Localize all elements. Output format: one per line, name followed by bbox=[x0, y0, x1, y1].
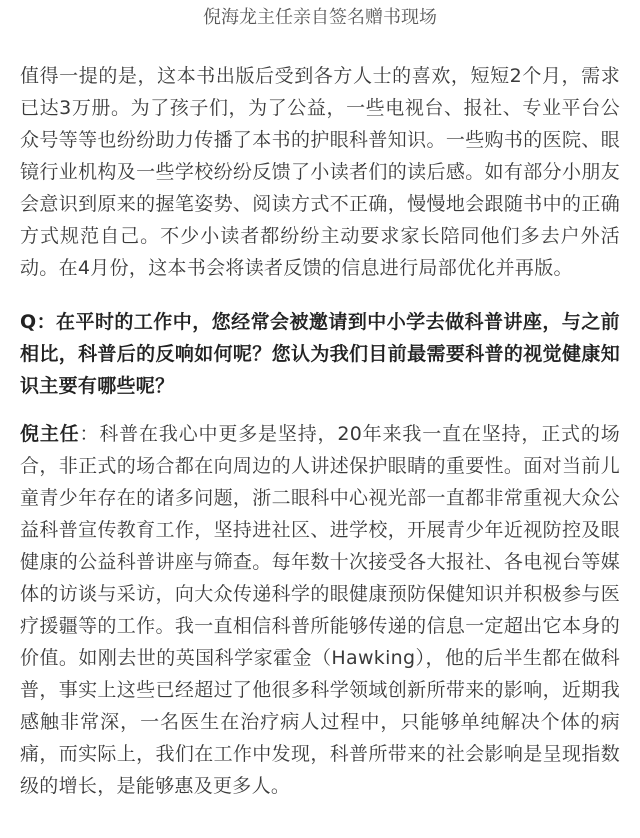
body-paragraph: 值得一提的是，这本书出版后受到各方人士的喜欢，短短2个月，需求已达3万册。为了孩子们，为了公益，一些电视台、报社、专业平台公众号等等也纷纷助力传播了本书的护眼科普知识。一些购书的医院、眼镜行业机构及一些学校纷纷反馈了小读者们的读后感。如有部分小朋友会意识到原来的握笔姿势、阅读方式不正确，慢慢地会跟随书中的正确方式规范自己。不少小读者都纷纷主动要求家长陪同他们多去户外活动。在4月份，这本书会将读者反馈的信息进行局部优化并再版。 bbox=[20, 65, 620, 279]
answer-speaker: 倪主任 bbox=[20, 423, 80, 445]
answer-text: ：科普在我心中更多是坚持，20年来我一直在坚持，正式的场合，非正式的场合都在向周边的人讲述保护眼睛的重要性。面对当前儿童青少年存在的诸多问题，浙二眼科中心视光部一直都非常重视大众公益科普宣传教育工作，坚持进社区、进学校，开展青少年近视防控及眼健康的公益科普讲座与筛查。每年数十次接受各大报社、各电视台等媒体的访谈与采访，向大众传递科学的眼健康预防保健知识并积极参与医疗援疆等的工作。我一直相信科普所能够传递的信息一定超出它本身的价值。如刚去世的英国科学家霍金（Hawking），他的后半生都在做科普，事实上这些已经超过了他很多科学领域创新所带来的影响，近期我感触非常深，一名医生在治疗病人过程中，只能够单纯解决个体的病痛，而实际上，我们在工作中发现，科普所带来的社会影响是呈现指数级的增长，是能够惠及更多人。 bbox=[20, 423, 621, 797]
question-label: Q bbox=[20, 311, 37, 333]
question-text: ：在平时的工作中，您经常会被邀请到中小学去做科普讲座，与之前相比，科普后的反响如何呢？您认为我们目前最需要科普的视觉健康知识主要有哪些呢？ bbox=[20, 311, 620, 397]
interview-question bbox=[20, 306, 620, 402]
image-caption: 倪海龙主任亲自签名赠书现场 bbox=[203, 7, 437, 28]
interview-answer bbox=[20, 418, 620, 802]
